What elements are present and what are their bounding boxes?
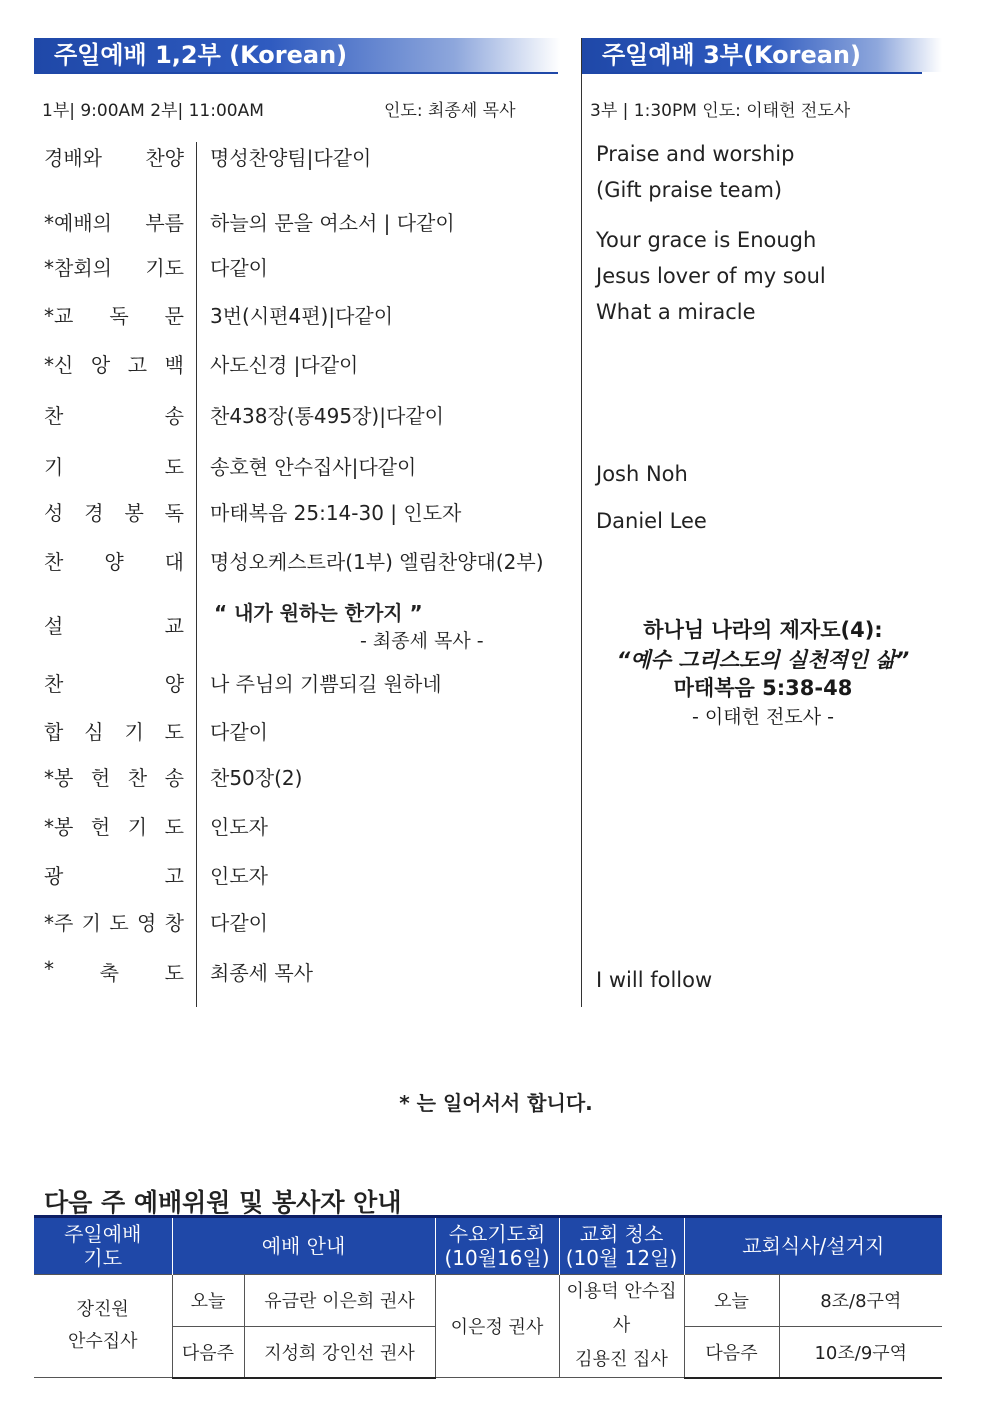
service-3-info: 3부 | 1:30PM 인도: 이태헌 전도사 [590, 101, 851, 121]
table-cell: 지성희 강인선 권사 [244, 1326, 435, 1378]
cleaning-name: 이용덕 안수집사 [566, 1281, 677, 1336]
order-label: 성 경 봉 독 [44, 501, 184, 525]
order-label: 찬 양 대 [44, 550, 184, 574]
order-content: 찬438장(통495장)|다같이 [210, 404, 444, 428]
table-cell: 다음주 [684, 1326, 779, 1378]
table-cell: 유금란 이은희 권사 [244, 1275, 435, 1327]
order-label: *봉 헌 기 도 [44, 815, 184, 839]
order-content: 다같이 [210, 256, 268, 280]
order-label: 경배와 찬양 [44, 146, 184, 170]
column-divider [581, 38, 582, 1007]
song-item: Your grace is Enough [596, 228, 817, 252]
order-label: *교 독 문 [44, 304, 184, 328]
order-content: 나 주님의 기쁨되길 원하네 [210, 672, 442, 696]
volunteer-table [34, 1215, 942, 1379]
order-content: 사도신경 |다같이 [210, 353, 359, 377]
order-label: 기 도 [44, 455, 184, 479]
order-label: *신 앙 고 백 [44, 353, 184, 377]
cleaning-name: 김용진 집사 [575, 1349, 668, 1370]
service-times: 1부| 9:00AM 2부| 11:00AM [42, 101, 264, 121]
song-item: Jesus lover of my soul [596, 264, 826, 288]
section-header-korean-1-2: 주일예배 1,2부 (Korean) [34, 38, 560, 72]
sermon-preacher: - 최종세 목사 - [360, 630, 484, 652]
table-cell: 오늘 [172, 1275, 244, 1327]
order-content: “ 내가 원하는 한가지 ” [214, 601, 423, 625]
order-content: 하늘의 문을 여소서 | 다같이 [210, 211, 455, 235]
header-underline [34, 72, 558, 74]
order-content: 송호현 안수집사|다같이 [210, 455, 417, 479]
order-content: 인도자 [210, 815, 268, 839]
order-label: 합 심 기 도 [44, 720, 184, 744]
order-label: 광 고 [44, 864, 184, 888]
song-item: What a miracle [596, 300, 756, 324]
order-content: 찬50장(2) [210, 766, 303, 790]
order-content: 명성오케스트라(1부) 엘림찬양대(2부) [210, 550, 544, 574]
table-cell: 이은정 권사 [435, 1275, 559, 1378]
order-label: *주 기 도 영 창 [44, 911, 184, 935]
table-cell: 다음주 [172, 1326, 244, 1378]
order-label: * 축 도 [44, 957, 184, 985]
section-header-korean-3: 주일예배 3부(Korean) [582, 38, 942, 72]
order-label: *봉 헌 찬 송 [44, 766, 184, 790]
table-cell [559, 1275, 684, 1378]
header-cell: 주일예배 기도 [34, 1217, 172, 1275]
header-cell: 수요기도회 (10월16일) [435, 1217, 559, 1275]
prayer-name: Josh Noh [596, 462, 688, 486]
order-label: *참회의 기도 [44, 256, 184, 280]
column-divider [196, 142, 197, 1007]
table-title: 다음 주 예배위원 및 봉사자 안내 [44, 1188, 402, 1217]
table-cell: 장진원 안수집사 [34, 1275, 172, 1378]
order-label: 설 교 [44, 614, 184, 638]
service-leader: 인도: 최종세 목사 [384, 101, 516, 121]
header-cell: 교회 청소 (10월 12일) [559, 1217, 684, 1275]
sermon-preacher: - 이태헌 전도사 - [692, 706, 834, 728]
order-content: 마태복음 25:14-30 | 인도자 [210, 501, 462, 525]
sermon-title: 하나님 나라의 제자도(4): [643, 618, 883, 642]
praise-text: Praise and worship [596, 142, 795, 166]
table-cell: 오늘 [684, 1275, 779, 1327]
order-label: 찬 양 [44, 672, 184, 696]
sermon-scripture: 마태복음 5:38-48 [673, 676, 853, 700]
sermon-subtitle: “예수 그리스도의 실천적인 삶” [616, 648, 910, 672]
order-label: *예배의 부름 [44, 211, 184, 235]
order-content: 다같이 [210, 911, 268, 935]
praise-team: (Gift praise team) [596, 178, 783, 202]
closing-song: I will follow [596, 968, 713, 992]
order-content: 인도자 [210, 864, 268, 888]
table-cell: 10조/9구역 [779, 1326, 942, 1378]
order-content: 최종세 목사 [210, 961, 313, 985]
order-label: 찬 송 [44, 404, 184, 428]
standing-note: * 는 일어서서 합니다. [399, 1091, 593, 1115]
header-cell: 예배 안내 [172, 1217, 435, 1275]
order-content: 다같이 [210, 720, 268, 744]
order-content: 3번(시편4편)|다같이 [210, 304, 394, 328]
reading-name: Daniel Lee [596, 509, 707, 533]
order-content: 명성찬양팀|다같이 [210, 146, 372, 170]
table-cell: 8조/8구역 [779, 1275, 942, 1327]
header-cell: 교회식사/설거지 [684, 1217, 942, 1275]
header-underline [582, 72, 922, 74]
